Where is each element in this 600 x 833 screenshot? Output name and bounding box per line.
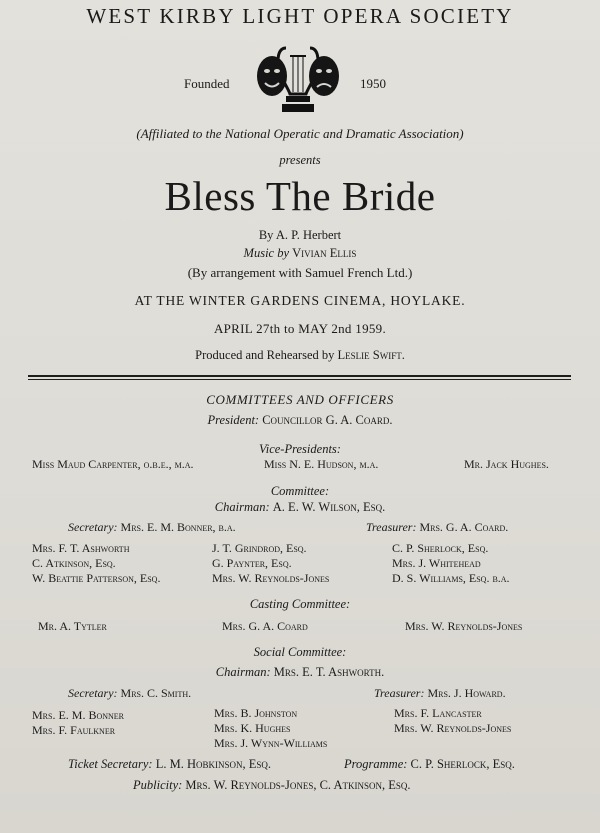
venue-line: AT THE WINTER GARDENS CINEMA, HOYLAKE. bbox=[134, 293, 466, 308]
casting-member: Mr. A. Tytler bbox=[38, 619, 107, 633]
committees-heading: COMMITTEES AND OFFICERS bbox=[206, 392, 394, 407]
member: C. P. Sherlock, Esq. bbox=[392, 541, 489, 555]
presents-text: presents bbox=[279, 153, 321, 167]
vice-president-1: Miss Maud Carpenter, o.b.e., m.a. bbox=[32, 457, 194, 471]
social-member: Mrs. K. Hughes bbox=[214, 721, 291, 735]
treasurer-label: Treasurer: bbox=[366, 520, 417, 534]
member: D. S. Williams, Esq. b.a. bbox=[392, 571, 510, 585]
chairman-label: Chairman: bbox=[214, 500, 270, 514]
treasurer-name: Mrs. G. A. Coard. bbox=[419, 520, 509, 534]
member: Mrs. F. T. Ashworth bbox=[32, 541, 130, 555]
music-label: Music by bbox=[243, 246, 290, 260]
chairman-line bbox=[0, 500, 600, 515]
president-label: President: bbox=[207, 413, 260, 427]
composer: Vivian Ellis bbox=[292, 246, 357, 260]
founded-label: Founded bbox=[184, 76, 230, 91]
member: W. Beattie Patterson, Esq. bbox=[32, 571, 161, 585]
affiliation: (Affiliated to the National Operatic and Dramatic Association) bbox=[136, 126, 464, 141]
vice-presidents-label: Vice-Presidents: bbox=[259, 442, 341, 456]
social-chairman-line bbox=[0, 665, 600, 680]
produced-line bbox=[0, 348, 600, 363]
chairman-name: A. E. W. Wilson, Esq. bbox=[272, 500, 386, 514]
social-treasurer-name: Mrs. J. Howard. bbox=[427, 686, 506, 700]
social-treasurer-label: Treasurer: bbox=[374, 686, 425, 700]
lyre-masks-icon bbox=[256, 42, 340, 116]
casting-member: Mrs. G. A. Coard bbox=[222, 619, 308, 633]
production-title: Bless The Bride bbox=[164, 173, 436, 219]
publicity-names: Mrs. W. Reynolds-Jones, C. Atkinson, Esq. bbox=[185, 778, 411, 792]
member: G. Paynter, Esq. bbox=[212, 556, 292, 570]
social-member: Mrs. E. M. Bonner bbox=[32, 708, 125, 722]
producer: Leslie Swift. bbox=[337, 348, 405, 362]
ticket-secretary-name: L. M. Hobkinson, Esq. bbox=[155, 757, 271, 771]
social-member: Mrs. F. Faulkner bbox=[32, 723, 116, 737]
music-line bbox=[0, 246, 600, 261]
produced-label: Produced and Rehearsed by bbox=[195, 348, 335, 362]
social-committee-label: Social Committee: bbox=[253, 645, 347, 659]
society-name: WEST KIRBY LIGHT OPERA SOCIETY bbox=[86, 4, 514, 28]
social-secretary-line bbox=[68, 686, 191, 701]
dates-line: APRIL 27th to MAY 2nd 1959. bbox=[213, 321, 387, 336]
president-name: Councillor G. A. Coard. bbox=[262, 413, 393, 427]
author-line: By A. P. Herbert bbox=[258, 228, 342, 242]
treasurer-line bbox=[366, 520, 508, 535]
member: J. T. Grindrod, Esq. bbox=[212, 541, 307, 555]
social-chairman-name: Mrs. E. T. Ashworth. bbox=[273, 665, 385, 679]
social-member: Mrs. W. Reynolds-Jones bbox=[394, 721, 512, 735]
member: Mrs. W. Reynolds-Jones bbox=[212, 571, 330, 585]
programme-label: Programme: bbox=[344, 757, 408, 771]
committee-label: Committee: bbox=[270, 484, 330, 498]
divider-rule bbox=[28, 375, 571, 377]
casting-committee-label: Casting Committee: bbox=[249, 597, 351, 611]
programme-line bbox=[344, 757, 515, 772]
vice-president-2: Miss N. E. Hudson, m.a. bbox=[264, 457, 379, 471]
member: C. Atkinson, Esq. bbox=[32, 556, 116, 570]
publicity-label: Publicity: bbox=[133, 778, 183, 792]
member: Mrs. J. Whitehead bbox=[392, 556, 481, 570]
vice-president-3: Mr. Jack Hughes. bbox=[464, 457, 549, 471]
social-treasurer-line bbox=[374, 686, 506, 701]
social-secretary-name: Mrs. C. Smith. bbox=[120, 686, 192, 700]
secretary-line bbox=[68, 520, 236, 535]
social-member: Mrs. B. Johnston bbox=[214, 706, 298, 720]
divider-rule-thin bbox=[28, 379, 571, 380]
ticket-secretary-label: Ticket Secretary: bbox=[68, 757, 153, 771]
founded-year: 1950 bbox=[360, 76, 386, 91]
secretary-label: Secretary: bbox=[68, 520, 118, 534]
social-secretary-label: Secretary: bbox=[68, 686, 118, 700]
casting-member: Mrs. W. Reynolds-Jones bbox=[405, 619, 523, 633]
programme-name: C. P. Sherlock, Esq. bbox=[410, 757, 515, 771]
publicity-line bbox=[133, 778, 411, 793]
social-member: Mrs. F. Lancaster bbox=[394, 706, 482, 720]
social-chairman-label: Chairman: bbox=[215, 665, 271, 679]
ticket-secretary-line bbox=[68, 757, 271, 772]
social-member: Mrs. J. Wynn-Williams bbox=[214, 736, 328, 750]
secretary-name: Mrs. E. M. Bonner, b.a. bbox=[120, 520, 236, 534]
arrangement-line: (By arrangement with Samuel French Ltd.) bbox=[187, 265, 413, 280]
president-line bbox=[0, 413, 600, 428]
